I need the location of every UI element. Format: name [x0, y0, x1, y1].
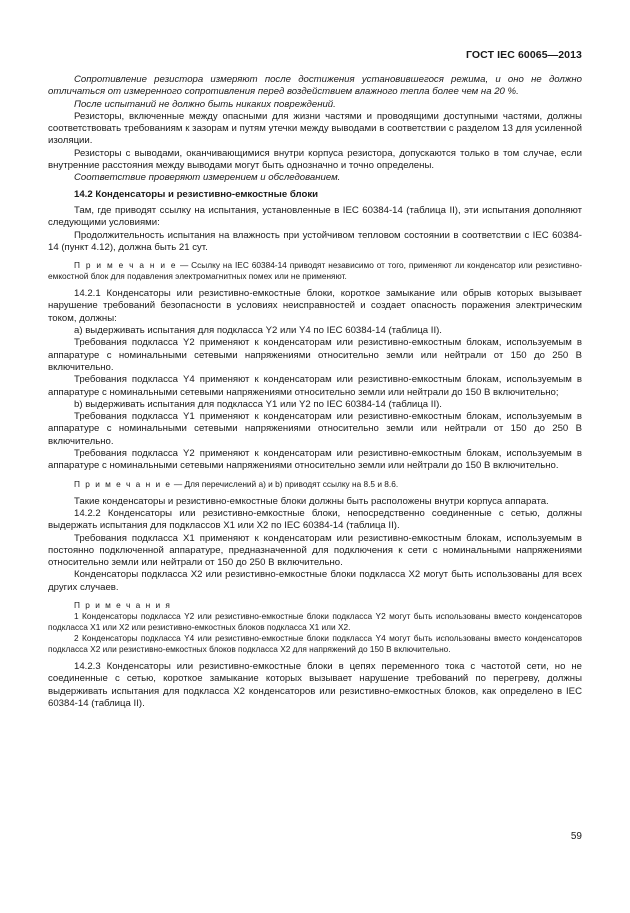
- note-text: — Для перечислений а) и b) приводят ссылку на 8.5 и 8.6.: [171, 478, 399, 489]
- section-heading: 14.2 Конденсаторы и резистивно-емкостные блоки: [74, 188, 319, 200]
- paragraph: Такие конденсаторы и резистивно-емкостные блоки должны быть расположены внутри корпуса аппарата.: [74, 495, 549, 507]
- note-label: П р и м е ч а н и е: [74, 260, 178, 271]
- note: [48, 479, 582, 490]
- paragraph: Резисторы с выводами, оканчивающимися внутри корпуса резистора, допускаются только в том случае, если внутренние расстояния между выводами могут быть однозначно и точно определены.: [48, 147, 582, 172]
- paragraph: Резисторы, включенные между опасными для жизни частями и проводящими доступными частями, должны соответствовать требованиям к зазорам и путям утечки между выводами в соответствии с разделом 13 для усиленной изоляции.: [48, 110, 582, 147]
- paragraph: Требования подкласса Y2 применяют к конденсаторам или резистивно-емкостным блокам, используемым в аппаратуре с номинальными сетевыми напряжениями относительно земли или нейтрали до 150 В включительно.: [48, 448, 582, 472]
- paragraph: 14.2.3 Конденсаторы или резистивно-емкостные блоки в цепях переменного тока с частотой сети, но не соединенные с сетью, короткое замыкание которых вызывает нарушение требований по перегреву, должны выдерживать испытания для подкласса Х2 конденсаторов или резистивно-емкостных блоков, как определено в IEC 60384-14 (таблица II).: [48, 660, 582, 709]
- page-number: 59: [570, 831, 582, 842]
- paragraph: Там, где приводят ссылку на испытания, установленные в IEC 60384-14 (таблица II), эти испытания дополняют следующими условиями:: [48, 204, 582, 229]
- document-header: ГОСТ IEC 60065—2013: [465, 49, 582, 61]
- note: 1 Конденсаторы подкласса Y2 или резистивно-емкостные блоки подкласса Y2 могут быть использованы вместо конденсаторов подкласса Х1 или Х2 или резистивно-емкостных блоков подкласса Х1 или Х2.: [48, 610, 582, 632]
- document-body: [48, 74, 582, 710]
- paragraph: Конденсаторы подкласса Х2 или резистивно-емкостные блоки подкласса Х2 могут быть использованы для всех других случаев.: [48, 569, 582, 593]
- note-label: П р и м е ч а н и е: [74, 478, 172, 489]
- paragraph: 14.2.1 Конденсаторы или резистивно-емкостные блоки, короткое замыкание или обрыв которых вызывает нарушение требований безопасности в условиях неисправностей и создает опасность поражения электрическим током, должны:: [48, 288, 582, 324]
- paragraph: Требования подкласса Y1 применяют к конденсаторам или резистивно-емкостным блокам, используемым в аппаратуре с номинальными сетевыми напряжениями относительно земли или нейтрали от 150 до 250 В включительно.: [48, 411, 582, 447]
- list-item: b) выдерживать испытания для подкласса Y1 или Y2 по IEC 60384-14 (таблица II).: [74, 398, 442, 410]
- note-text: — Ссылку на IEC 60384-14 приводят независимо от того, применяют ли конденсатор или резистивно-емкостной блок для подавления электромагнитных помех или не применяют.: [48, 260, 583, 282]
- list-item: а) выдерживать испытания для подкласса Y2 или Y4 по IEC 60384-14 (таблица II).: [74, 325, 442, 337]
- paragraph: Продолжительность испытания на влажность при устойчивом тепловом состоянии в соответствии с IEC 60384-14 (пункт 4.12), должна быть 21 сут.: [48, 229, 582, 253]
- note: 2 Конденсаторы подкласса Y4 или резистивно-емкостные блоки подкласса Y4 могут быть использованы вместо конденсаторов подкласса Х2 или резистивно-емкостных блоков подкласса Х2 для напряжений до 150 В включительно.: [48, 632, 582, 654]
- paragraph: Требования подкласса Y4 применяют к конденсаторам или резистивно-емкостным блокам, используемым в аппаратуре с номинальными сетевыми напряжениями относительно земли или нейтрали до 150 В включительно;: [48, 374, 582, 398]
- paragraph: После испытаний не должно быть никаких повреждений.: [74, 98, 336, 110]
- notes-title: П р и м е ч а н и я: [74, 599, 172, 610]
- note: [48, 260, 582, 282]
- paragraph: Требования подкласса Х1 применяют к конденсаторам или резистивно-емкостным блокам, используемым в постоянно подключенной аппаратуре, предназначенной для подключения к сети с номинальными напряжениями относительно земли или нейтрали от 150 до 250 В включительно.: [48, 532, 582, 569]
- paragraph: Требования подкласса Y2 применяют к конденсаторам или резистивно-емкостным блокам, используемым в аппаратуре с номинальными сетевыми напряжениями относительно земли или нейтрали от 150 до 250 В включительно.: [48, 337, 582, 373]
- paragraph: Соответствие проверяют измерением и обследованием.: [74, 172, 341, 184]
- paragraph: Сопротивление резистора измеряют после достижения установившегося режима, и оно не должно отличаться от измеренного сопротивления перед воздействием влажного тепла более чем на 20 %.: [48, 74, 582, 98]
- paragraph: 14.2.2 Конденсаторы или резистивно-емкостные блоки, непосредственно соединенные с сетью, должны выдержать испытания для подклассов Х1 или Х2 по IEC 60384-14 (таблица II).: [48, 507, 582, 532]
